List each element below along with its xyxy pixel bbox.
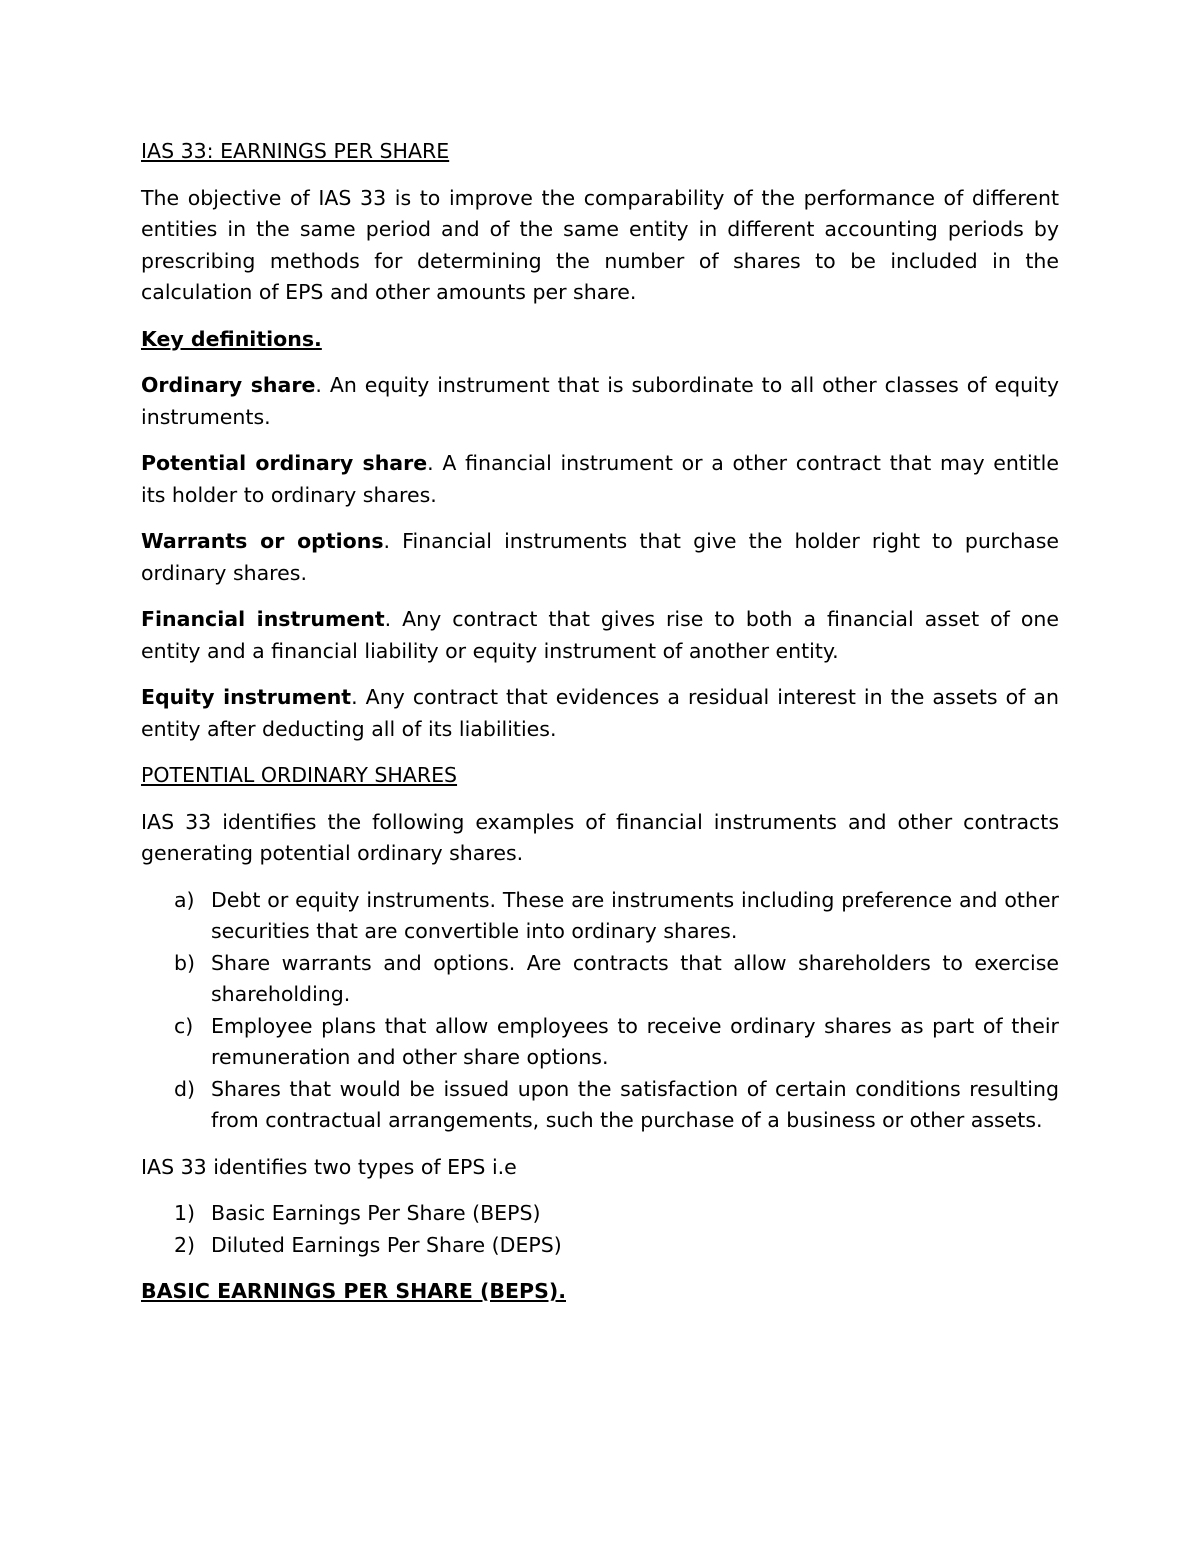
definition-text: . Any contract that evidences a residual interest in the assets of an entity after deducting all of its liabilities. [141,685,1059,741]
list-item-text: Debt or equity instruments. These are instruments including preference and other securities that are convertible into ordinary shares. [211,887,1059,943]
definition-term: Potential ordinary share [141,451,428,475]
eps-types-intro: IAS 33 identifies two types of EPS i.e [141,1154,517,1179]
potential-intro-paragraph: IAS 33 identifies the following examples of financial instruments and other contracts generating potential ordinary shares. [141,809,1059,865]
definition-warrants-or-options [141,526,1059,589]
definition-potential-ordinary-share [141,448,1059,511]
definition-term: Financial instrument [141,607,385,631]
key-definitions-heading: Key definitions. [141,326,322,351]
document-title: IAS 33: EARNINGS PER SHARE [141,139,450,163]
eps-types-list [141,1198,1059,1261]
definition-ordinary-share [141,370,1059,433]
definition-text: . An equity instrument that is subordinate to all other classes of equity instruments. [141,373,1059,429]
list-item-text: Diluted Earnings Per Share (DEPS) [211,1232,562,1257]
list-item [141,1011,1059,1074]
list-item [141,1074,1059,1137]
beps-heading: BASIC EARNINGS PER SHARE (BEPS). [141,1279,566,1303]
definition-term: Equity instrument [141,685,352,709]
list-item [141,1198,1059,1230]
potential-ordinary-shares-heading: POTENTIAL ORDINARY SHARES [141,763,458,787]
list-item-text: Basic Earnings Per Share (BEPS) [211,1201,541,1225]
list-item [141,885,1059,948]
list-marker: a) [174,887,195,912]
definition-term: Ordinary share [141,373,316,397]
list-marker: 2) [174,1232,196,1257]
definition-text: . Financial instruments that give the holder right to purchase ordinary shares. [141,529,1059,585]
list-marker: b) [174,950,196,975]
list-item [141,1230,1059,1262]
definition-text: . Any contract that gives rise to both a financial asset of one entity and a financial liability or equity instrument of another entity. [141,607,1059,663]
objective-paragraph: The objective of IAS 33 is to improve the comparability of the performance of different entities in the same period and of the same entity in different accounting periods by prescribing methods for determining the number of shares to be included in the calculation of EPS and other amounts per share. [141,185,1059,304]
list-item-text: Share warrants and options. Are contracts that allow shareholders to exercise shareholding. [211,950,1059,1006]
list-item [141,948,1059,1011]
document-page [141,136,1059,1308]
list-marker: 1) [174,1201,196,1225]
definition-term: Warrants or options [141,529,384,553]
list-item-text: Shares that would be issued upon the satisfaction of certain conditions resulting from contractual arrangements, such the purchase of a business or other assets. [211,1076,1059,1132]
potential-examples-list [141,885,1059,1137]
definition-equity-instrument [141,682,1059,745]
list-item-text: Employee plans that allow employees to receive ordinary shares as part of their remuneration and other share options. [211,1013,1059,1069]
list-marker: c) [174,1013,194,1038]
definition-financial-instrument [141,604,1059,667]
list-marker: d) [174,1076,196,1101]
definition-text: . A financial instrument or a other contract that may entitle its holder to ordinary shares. [141,451,1059,507]
